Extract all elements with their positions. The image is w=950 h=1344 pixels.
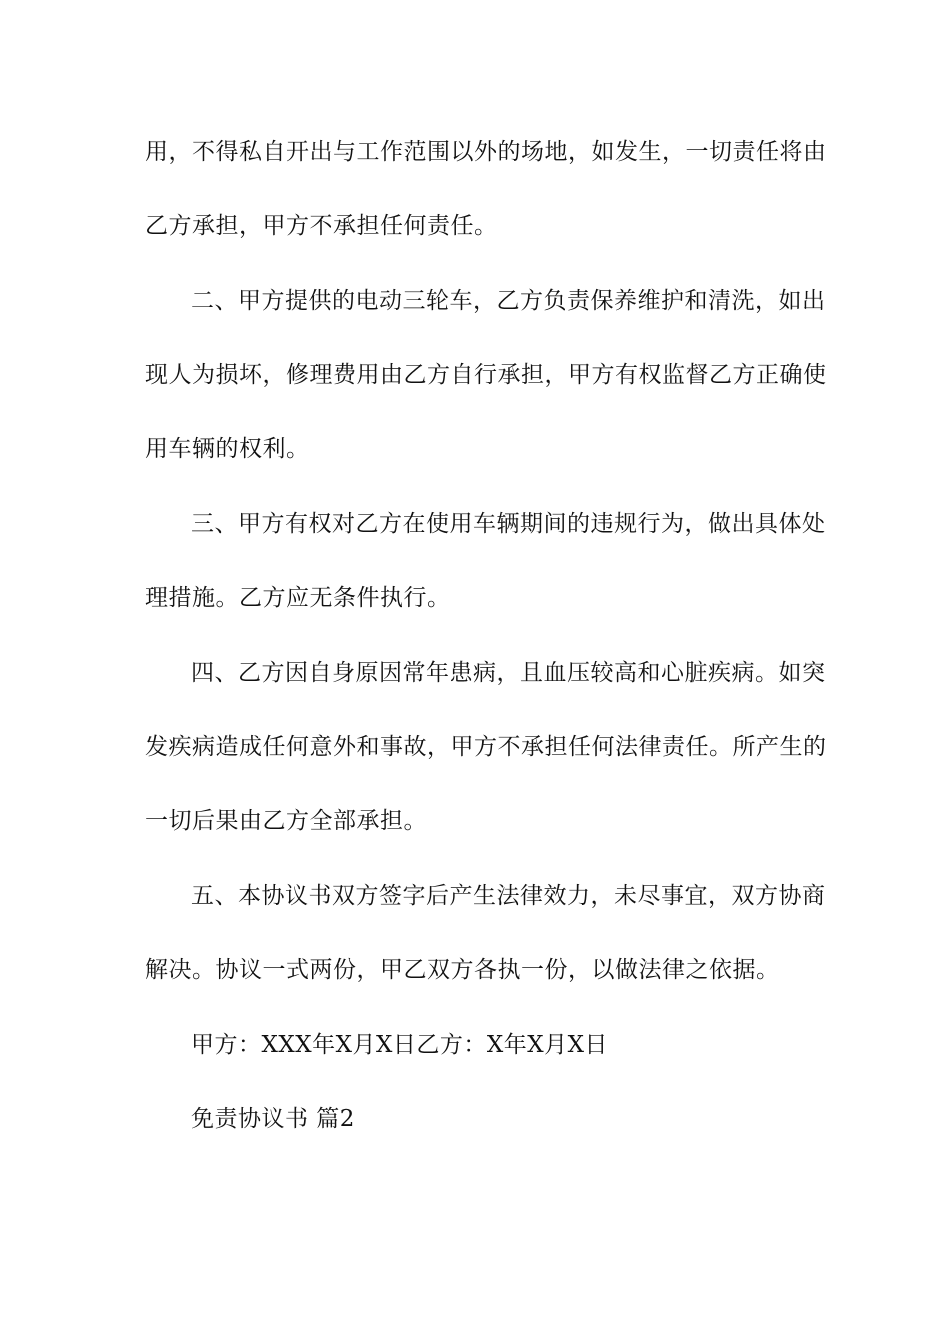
clause-2-line-1: 二、甲方提供的电动三轮车，乙方负责保养维护和清洗，如出: [191, 288, 826, 314]
clause-4-line-3: 一切后果由乙方全部承担。: [145, 808, 427, 834]
paragraph-1-line-2: 乙方承担，甲方不承担任何责任。: [145, 213, 498, 239]
clause-3-line-1: 三、甲方有权对乙方在使用车辆期间的违规行为，做出具体处: [191, 511, 826, 537]
clause-2-line-3: 用车辆的权利。: [145, 436, 310, 462]
clause-2-line-2: 现人为损坏，修理费用由乙方自行承担，甲方有权监督乙方正确使: [145, 362, 827, 388]
signature-line: 甲方：XXX年X月X日乙方：X年X月X日: [191, 1032, 608, 1058]
paragraph-1-line-1: 用，不得私自开出与工作范围以外的场地，如发生，一切责任将由: [145, 139, 827, 165]
clause-5-line-1: 五、本协议书双方签字后产生法律效力，未尽事宜，双方协商: [191, 883, 826, 909]
clause-3-line-2: 理措施。乙方应无条件执行。: [145, 585, 451, 611]
clause-4-line-1: 四、乙方因自身原因常年患病，且血压较高和心脏疾病。如突: [191, 660, 826, 686]
clause-4-line-2: 发疾病造成任何意外和事故，甲方不承担任何法律责任。所产生的: [145, 734, 827, 760]
section-heading: 免责协议书 篇2: [191, 1106, 355, 1132]
clause-5-line-2: 解决。协议一式两份，甲乙双方各执一份，以做法律之依据。: [145, 957, 780, 983]
